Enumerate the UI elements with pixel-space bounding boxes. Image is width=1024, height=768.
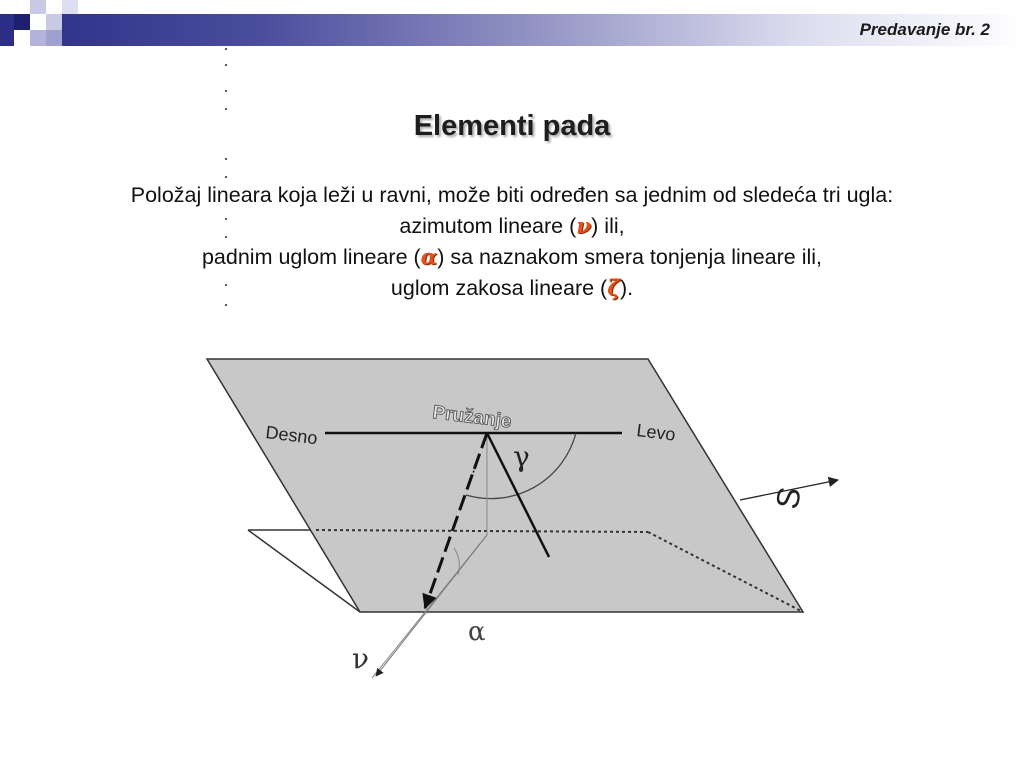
label-desno: Desno — [264, 422, 319, 449]
nu-symbol: ν — [576, 214, 592, 239]
body-line-text: ). — [619, 276, 634, 300]
label-south: S — [768, 484, 808, 512]
alpha-symbol: α — [420, 245, 438, 270]
label-levo: Levo — [635, 420, 677, 445]
label-nu: ν — [352, 642, 370, 675]
label-gamma: γ — [513, 440, 530, 473]
body-line-text: padnim uglom lineare ( — [201, 245, 421, 269]
lecture-label: Predavanje br. 2 — [859, 20, 990, 39]
body-line-text: azimutom lineare ( — [399, 214, 577, 238]
body-line-text: ) ili, — [591, 214, 625, 238]
body-line-text: uglom zakosa lineare ( — [390, 276, 608, 300]
slide-title: Elementi pada — [413, 110, 611, 142]
label-strike: Pružanje — [431, 402, 513, 433]
body-line-text: Položaj lineara koja leži u ravni, može biti određen sa jednim od sledeća tri ugla: — [130, 183, 894, 207]
label-alpha: α — [468, 617, 486, 647]
body-line-text: ) sa naznakom smera tonjenja lineare ili, — [437, 245, 823, 269]
inclined-plane — [207, 359, 803, 612]
zeta-symbol: ζ — [607, 276, 620, 301]
